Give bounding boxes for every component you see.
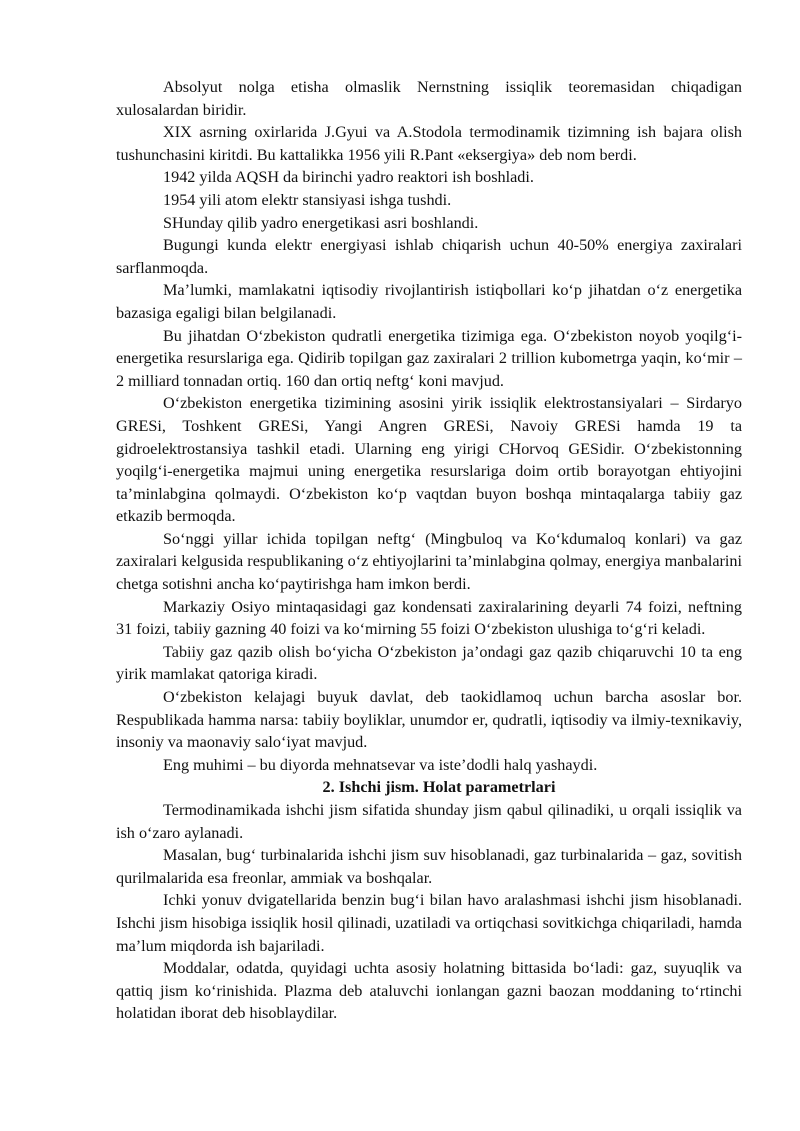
paragraph: 1954 yili atom elektr stansiyasi ishga tushdi. (163, 190, 452, 209)
paragraph: XIX asrning oxirlarida J.Gyui va A.Stodola termodinamik tizimning ish bajara olish tushunchasini kiritdi. Bu kattalikka 1956 yili R.Pant «eksergiya» deb nom berdi. (116, 123, 742, 164)
paragraph: Ichki yonuv dvigatellarida benzin bug‘i bilan havo aralashmasi ishchi jism hisoblanadi. Ishchi jism hisobiga issiqlik hosil qilinadi, uzatiladi va ortiqchasi sovitkichga chiqariladi, hamda ma’lum miqdorda ish bajariladi. (116, 891, 742, 955)
paragraph: Tabiiy gaz qazib olish bo‘yicha O‘zbekiston ja’ondagi gaz qazib chiqaruvchi 10 ta eng yirik mamlakat qatoriga kiradi. (116, 642, 742, 684)
paragraph: So‘nggi yillar ichida topilgan neftg‘ (Mingbuloq va Ko‘kdumaloq konlari) va gaz zaxiralari kelgusida respublikaning o‘z ehtiyojlarini ta’minlabgina qolmay, energiya manbalarini chetga sotishni ancha ko‘paytirishga ham imkon berdi. (116, 529, 742, 594)
document-page (116, 76, 742, 1025)
paragraph: Termodinamikada ishchi jism sifatida shunday jism qabul qilinadiki, u orqali issiqlik va ish o‘zaro aylanadi. (116, 801, 742, 842)
paragraph: 1942 yilda AQSH da birinchi yadro reaktori ish boshladi. (163, 168, 534, 187)
paragraph: O‘zbekiston kelajagi buyuk davlat, deb taokidlamoq uchun barcha asoslar bor. Respublikada hamma narsa: tabiiy boyliklar, unumdor er, qudratli, iqtisodiy va ilmiy-texnikaviy, insoniy va maonaviy salo‘iyat mavjud. (116, 688, 742, 752)
paragraph: Bu jihatdan O‘zbekiston qudratli energetika tizimiga ega. O‘zbekiston noyob yoqilg‘i-energetika resurslariga ega. Qidirib topilgan gaz zaxiralari 2 trillion kubometrga yaqin, ko‘mir – 2 milliard tonnadan ortiq. 160 dan ortiq neftg‘ koni mavjud. (116, 326, 742, 390)
paragraph: O‘zbekiston energetika tizimining asosini yirik issiqlik elektrostansiyalari – Sirdaryo GRESi, Toshkent GRESi, Yangi Angren GRESi, Navoiy GRESi hamda 19 ta gidroelektrostansiya tashkil etadi. Ularning eng yirigi CHorvoq GESidir. O‘zbekistonning yoqilg‘i-energetika majmui uning energetika resurslariga doim ortib borayotgan ehtiyojini ta’minlabgina qolmaydi. O‘zbekiston ko‘p vaqtdan buyon boshqa mintaqalarga tabiiy gaz etkazib bermoqda. (116, 394, 742, 526)
paragraph: Moddalar, odatda, quyidagi uchta asosiy holatning bittasida bo‘ladi: gaz, suyuqlik va qattiq jism ko‘rinishida. Plazma deb ataluvchi ionlangan gazni baozan moddaning to‘rtinchi holatidan iborat deb hisoblaydilar. (116, 959, 742, 1023)
paragraph: Eng muhimi – bu diyorda mehnatsevar va iste’dodli halq yashaydi. (163, 755, 598, 774)
paragraph: Masalan, bug‘ turbinalarida ishchi jism suv hisoblanadi, gaz turbinalarida – gaz, sovitish qurilmalarida esa freonlar, ammiak va boshqalar. (116, 846, 742, 887)
paragraph: Absolyut nolga etisha olmaslik Nernstning issiqlik teoremasidan chiqadigan xulosalardan biridir. (116, 78, 742, 119)
paragraph: Ma’lumki, mamlakatni iqtisodiy rivojlantirish istiqbollari ko‘p jihatdan o‘z energetika bazasiga egaligi bilan belgilanadi. (116, 281, 742, 322)
section-heading: 2. Ishchi jism. Holat parametrlari (322, 778, 556, 797)
paragraph: Markaziy Osiyo mintaqasidagi gaz kondensati zaxiralarining deyarli 74 foizi, neftning 31 foizi, tabiiy gazning 40 foizi va ko‘mirning 55 foizi O‘zbekiston ulushiga to‘g‘ri keladi. (116, 597, 742, 639)
paragraph: SHunday qilib yadro energetikasi asri boshlandi. (163, 213, 479, 232)
paragraph: Bugungi kunda elektr energiyasi ishlab chiqarish uchun 40-50% energiya zaxiralari sarflanmoqda. (116, 236, 742, 277)
